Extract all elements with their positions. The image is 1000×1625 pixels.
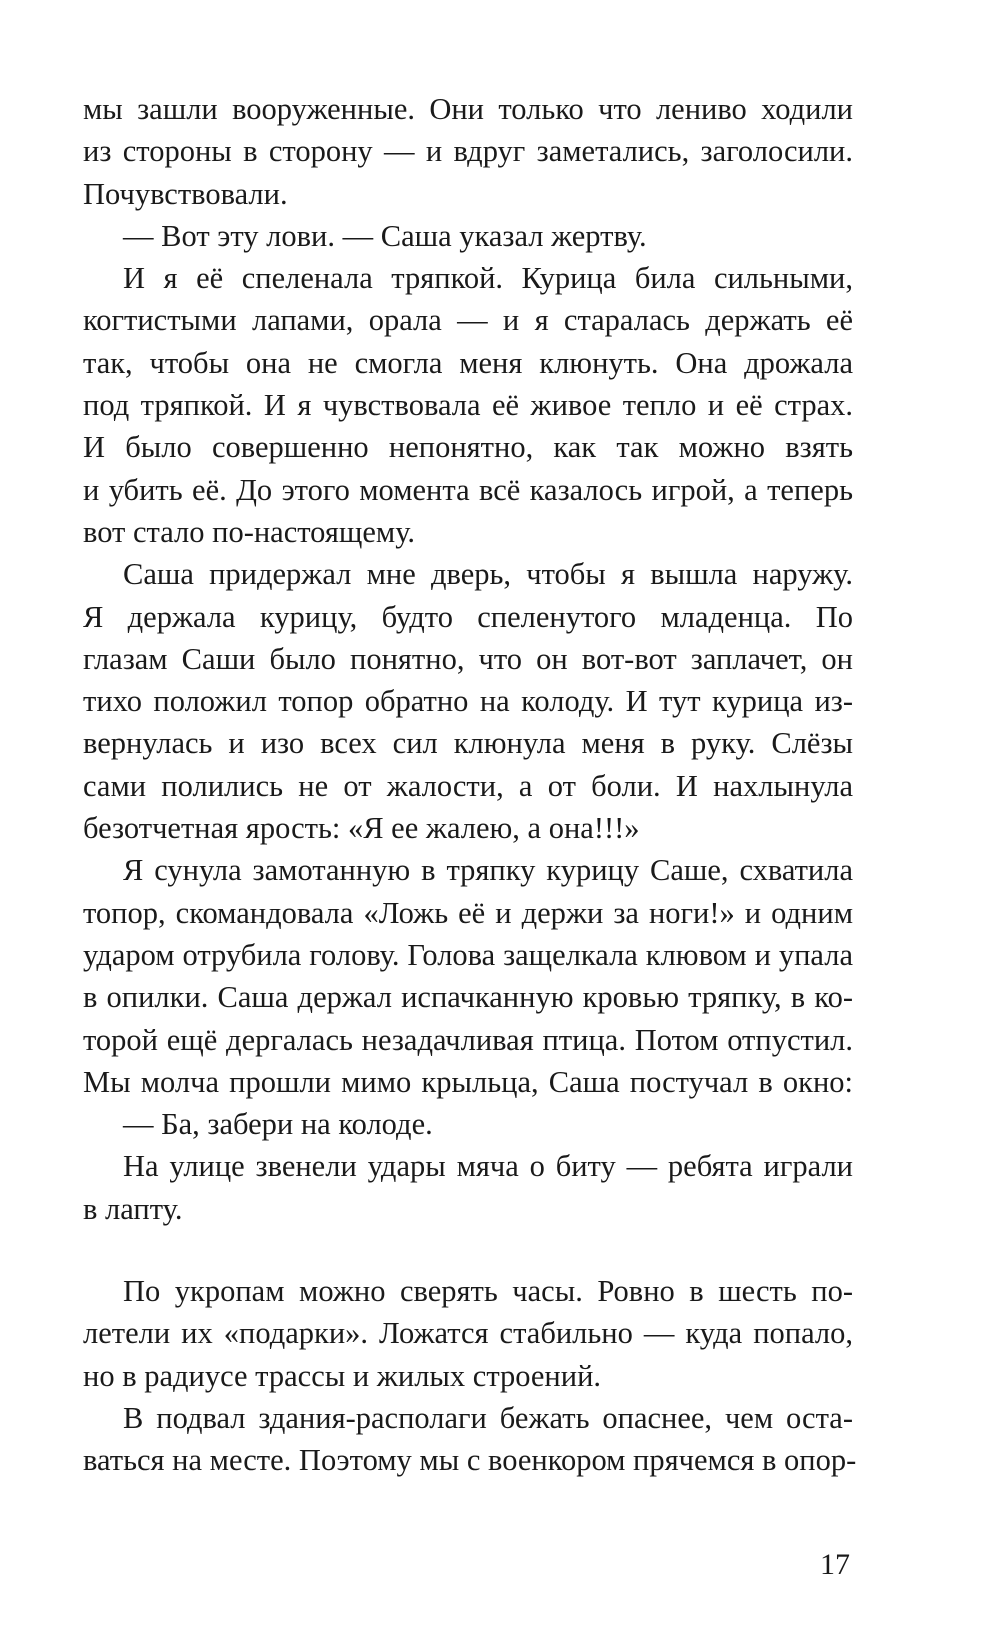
text-line: — Вот эту лови. — Саша указал жертву. (123, 218, 647, 253)
text-line: так, чтобы она не смогла меня клюнуть. Она дрожала (83, 345, 853, 380)
text-line: и убить её. До этого момента всё казалось игрой, а теперь (83, 472, 853, 507)
text-line: Я сунула замотанную в тряпку курицу Саше, схватила (123, 853, 853, 888)
text-line: — Ба, забери на колоде. (123, 1107, 433, 1142)
text-line: в лапту. (83, 1191, 183, 1226)
text-line: И было совершенно непонятно, как так можно взять (83, 430, 853, 465)
text-line: под тряпкой. И я чувствовала её живое тепло и её страх. (83, 388, 853, 423)
text-line: И я её спеленала тряпкой. Курица била сильными, (123, 261, 853, 296)
text-line: из стороны в сторону — и вдруг заметались, заголосили. (83, 134, 853, 169)
text-line: вернулась и изо всех сил клюнула меня в руку. Слёзы (83, 726, 853, 761)
text-line: Почувствовали. (83, 176, 288, 211)
text-line: Мы молча прошли мимо крыльца, Саша постучал в окно: (83, 1064, 853, 1099)
text-line: но в радиусе трассы и жилых строений. (83, 1358, 602, 1393)
text-line: тихо положил топор обратно на колоду. И тут курица из- (83, 684, 853, 719)
text-line: ваться на месте. Поэтому мы с военкором прячемся в опор- (83, 1443, 857, 1478)
text-line: вот стало по-настоящему. (83, 514, 416, 549)
text-line: На улице звенели удары мяча о биту — ребята играли (123, 1149, 853, 1184)
section-break (83, 1230, 853, 1270)
text-line: торой ещё дергалась незадачливая птица. Потом отпустил. (83, 1022, 853, 1057)
text-line: когтистыми лапами, орала — и я старалась держать её (83, 303, 853, 338)
text-line: летели их «подарки». Ложатся стабильно — куда попало, (83, 1316, 853, 1351)
text-line: в опилки. Саша держал испачканную кровью тряпку, в ко- (83, 980, 853, 1015)
page-number: 17 (820, 1548, 850, 1581)
text-line: Я держала курицу, будто спеленутого младенца. По (83, 599, 853, 634)
page-body (83, 88, 857, 1482)
text-line: По укропам можно сверять часы. Ровно в шесть по- (123, 1274, 853, 1309)
text-line: глазам Саши было понятно, что он вот-вот заплачет, он (83, 641, 853, 676)
text-line: сами полились не от жалости, а от боли. И нахлынула (83, 768, 853, 803)
text-line: Саша придержал мне дверь, чтобы я вышла наружу. (123, 557, 853, 592)
text-line: ударом отрубила голову. Голова защелкала клювом и упала (83, 937, 853, 972)
text-line: топор, скомандовала «Ложь её и держи за ноги!» и одним (83, 895, 853, 930)
text-line: безотчетная ярость: «Я ее жалею, а она!!!» (83, 811, 640, 846)
text-line: мы зашли вооруженные. Они только что лениво ходили (83, 92, 853, 126)
text-line: В подвал здания-располаги бежать опаснее, чем оста- (123, 1400, 853, 1435)
